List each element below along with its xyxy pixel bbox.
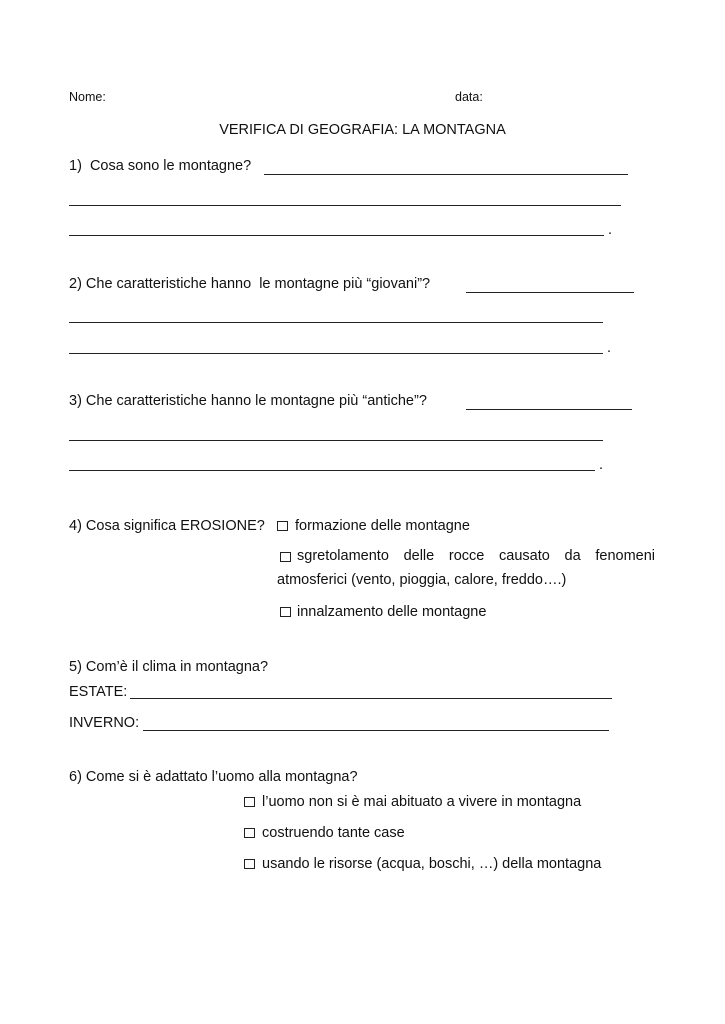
end-period: . [607, 340, 612, 356]
answer-line[interactable] [69, 205, 621, 206]
winter-label: INVERNO: [69, 715, 140, 731]
answer-line[interactable] [69, 440, 603, 441]
summer-label: ESTATE: [69, 684, 128, 700]
date-label: data: [455, 90, 483, 104]
question-1-text: 1) Cosa sono le montagne? [69, 158, 252, 174]
end-period: . [599, 457, 604, 473]
answer-line[interactable] [69, 322, 603, 323]
option-label: formazione delle montagne [295, 518, 470, 534]
answer-line[interactable] [264, 174, 628, 175]
option-label: innalzamento delle montagne [297, 604, 487, 620]
question-4-text: 4) Cosa significa EROSIONE? [69, 518, 265, 534]
answer-line[interactable] [466, 409, 632, 410]
answer-line[interactable] [69, 353, 603, 354]
end-period: . [608, 222, 613, 238]
checkbox[interactable] [244, 797, 255, 807]
checkbox[interactable] [244, 828, 255, 838]
checkbox[interactable] [280, 607, 291, 617]
question-6-text: 6) Come si è adattato l’uomo alla montagna? [69, 769, 358, 785]
answer-line[interactable] [466, 292, 634, 293]
option-label: l’uomo non si è mai abituato a vivere in montagna [262, 794, 582, 810]
question-3-text: 3) Che caratteristiche hanno le montagne più “antiche”? [69, 393, 427, 409]
option-label: usando le risorse (acqua, boschi, …) della montagna [262, 856, 602, 872]
option-label: sgretolamento delle rocce causato da fenomeni atmosferici (vento, pioggia, calore, freddo….) [277, 548, 655, 588]
page-title: VERIFICA DI GEOGRAFIA: LA MONTAGNA [219, 122, 506, 138]
name-label: Nome: [69, 90, 106, 104]
checkbox[interactable] [277, 521, 288, 531]
answer-line[interactable] [143, 730, 609, 731]
question-5-text: 5) Com’è il clima in montagna? [69, 659, 269, 675]
checkbox[interactable] [244, 859, 255, 869]
answer-line[interactable] [69, 235, 604, 236]
answer-line[interactable] [69, 470, 595, 471]
option-label: costruendo tante case [262, 825, 405, 841]
answer-line[interactable] [130, 698, 612, 699]
question-2-text: 2) Che caratteristiche hanno le montagne più “giovani”? [69, 276, 431, 292]
